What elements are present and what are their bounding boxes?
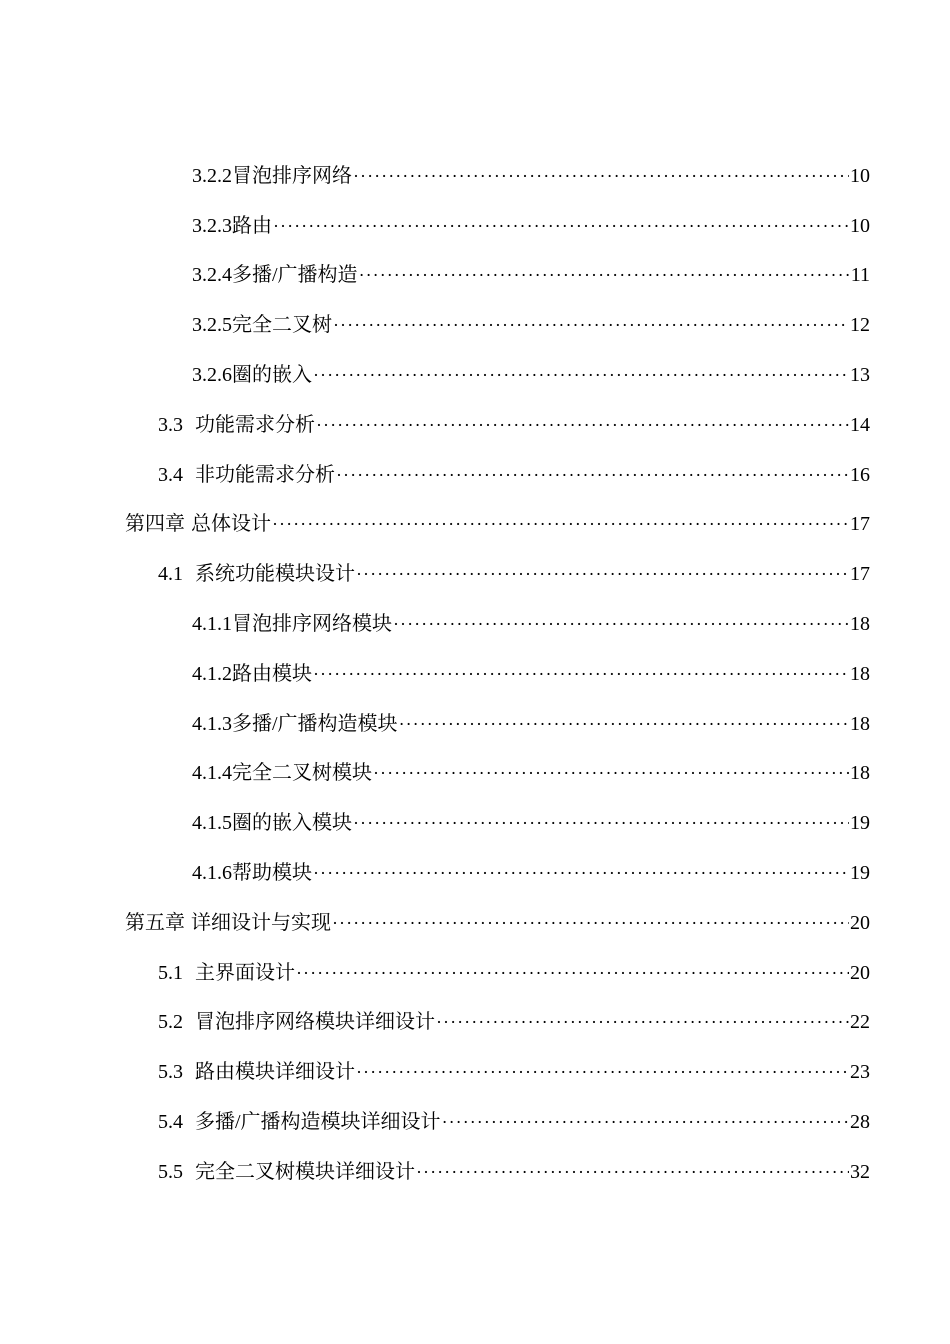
toc-entry-title: 功能需求分析 xyxy=(195,413,315,436)
toc-page-number: 17 xyxy=(850,563,870,586)
toc-dot-leader xyxy=(442,1113,849,1131)
toc-section-entry[interactable] xyxy=(0,251,950,301)
toc-section-entry[interactable] xyxy=(0,998,950,1048)
toc-dot-leader xyxy=(356,1063,849,1081)
table-of-contents xyxy=(0,151,950,1197)
toc-section-entry[interactable] xyxy=(0,848,950,898)
toc-chapter-entry[interactable] xyxy=(0,898,950,948)
toc-page-number: 10 xyxy=(850,164,870,187)
toc-chapter-entry[interactable] xyxy=(0,500,950,550)
toc-dot-leader xyxy=(316,416,849,434)
toc-entry-line xyxy=(192,664,870,684)
toc-dot-leader xyxy=(332,914,849,932)
toc-page-number: 20 xyxy=(850,911,870,934)
toc-entry-number: 4.1 xyxy=(158,563,183,586)
toc-entry-title: 非功能需求分析 xyxy=(195,463,335,486)
toc-entry-title: 路由 xyxy=(232,214,272,237)
toc-section-entry[interactable] xyxy=(0,1097,950,1147)
toc-page-number: 18 xyxy=(850,762,870,785)
toc-page-number: 12 xyxy=(850,314,870,337)
toc-dot-leader xyxy=(359,266,850,284)
toc-entry-line xyxy=(158,963,870,983)
toc-entry-title: 多播/广播构造模块 xyxy=(232,712,398,735)
toc-entry-line xyxy=(158,1162,870,1182)
toc-entry-title: 路由模块详细设计 xyxy=(195,1061,355,1084)
toc-section-entry[interactable] xyxy=(0,699,950,749)
toc-entry-line xyxy=(192,265,870,285)
toc-entry-line xyxy=(158,564,870,584)
toc-entry-title: 完全二叉树 xyxy=(232,314,332,337)
toc-dot-leader xyxy=(273,217,849,235)
toc-entry-number: 5.2 xyxy=(158,1011,183,1034)
toc-page-number: 16 xyxy=(850,463,870,486)
toc-dot-leader xyxy=(416,1163,849,1181)
toc-entry-number: 4.1.1 xyxy=(192,613,232,636)
toc-section-entry[interactable] xyxy=(0,1147,950,1197)
toc-section-entry[interactable] xyxy=(0,649,950,699)
toc-entry-number: 5.5 xyxy=(158,1160,183,1183)
toc-section-entry[interactable] xyxy=(0,400,950,450)
toc-page-number: 22 xyxy=(850,1011,870,1034)
toc-entry-title: 总体设计 xyxy=(191,513,271,536)
toc-dot-leader xyxy=(272,515,849,533)
toc-entry-number: 5.4 xyxy=(158,1111,183,1134)
toc-section-entry[interactable] xyxy=(0,599,950,649)
toc-entry-title: 路由模块 xyxy=(232,662,312,685)
toc-entry-line xyxy=(158,1012,870,1032)
toc-entry-line xyxy=(158,465,870,485)
toc-entry-line xyxy=(192,614,870,634)
toc-dot-leader xyxy=(333,316,849,334)
toc-entry-title: 完全二叉树模块详细设计 xyxy=(195,1160,415,1183)
toc-page-number: 17 xyxy=(850,513,870,536)
toc-entry-number: 第四章 xyxy=(125,513,185,536)
toc-entry-line xyxy=(192,863,870,883)
toc-section-entry[interactable] xyxy=(0,201,950,251)
toc-entry-title: 圈的嵌入模块 xyxy=(232,812,352,835)
toc-entry-line xyxy=(192,714,870,734)
toc-page-number: 32 xyxy=(850,1160,870,1183)
toc-entry-line xyxy=(192,813,870,833)
toc-entry-title: 完全二叉树模块 xyxy=(232,762,372,785)
toc-entry-title: 多播/广播构造模块详细设计 xyxy=(195,1111,441,1134)
toc-page-number: 10 xyxy=(850,214,870,237)
toc-entry-line xyxy=(192,763,870,783)
toc-dot-leader xyxy=(353,167,849,185)
toc-dot-leader xyxy=(353,814,849,832)
toc-page-number: 11 xyxy=(850,264,870,287)
toc-entry-title: 冒泡排序网络模块详细设计 xyxy=(195,1011,435,1034)
toc-entry-line xyxy=(158,415,870,435)
toc-dot-leader xyxy=(393,615,849,633)
toc-page-number: 28 xyxy=(850,1111,870,1134)
toc-entry-number: 3.2.2 xyxy=(192,164,232,187)
toc-entry-number: 4.1.5 xyxy=(192,812,232,835)
toc-entry-title: 主界面设计 xyxy=(195,961,295,984)
toc-entry-line xyxy=(192,166,870,186)
toc-entry-line xyxy=(158,1112,870,1132)
toc-entry-number: 3.2.5 xyxy=(192,314,232,337)
toc-entry-number: 3.3 xyxy=(158,413,183,436)
toc-dot-leader xyxy=(313,665,849,683)
toc-entry-number: 5.1 xyxy=(158,961,183,984)
toc-entry-line xyxy=(125,514,870,534)
toc-entry-number: 3.2.6 xyxy=(192,364,232,387)
toc-entry-number: 3.4 xyxy=(158,463,183,486)
toc-dot-leader xyxy=(313,864,849,882)
toc-entry-number: 4.1.4 xyxy=(192,762,232,785)
toc-page-number: 14 xyxy=(850,413,870,436)
toc-section-entry[interactable] xyxy=(0,1047,950,1097)
toc-page-number: 18 xyxy=(850,613,870,636)
toc-section-entry[interactable] xyxy=(0,300,950,350)
toc-section-entry[interactable] xyxy=(0,749,950,799)
toc-dot-leader xyxy=(436,1013,849,1031)
toc-page-number: 19 xyxy=(850,862,870,885)
toc-page-number: 13 xyxy=(850,364,870,387)
toc-dot-leader xyxy=(399,715,849,733)
toc-section-entry[interactable] xyxy=(0,151,950,201)
toc-dot-leader xyxy=(356,565,849,583)
toc-page-number: 18 xyxy=(850,712,870,735)
toc-section-entry[interactable] xyxy=(0,350,950,400)
toc-entry-line xyxy=(158,1062,870,1082)
toc-entry-title: 系统功能模块设计 xyxy=(195,563,355,586)
toc-page-number: 23 xyxy=(850,1061,870,1084)
toc-entry-title: 详细设计与实现 xyxy=(191,911,331,934)
toc-entry-number: 4.1.3 xyxy=(192,712,232,735)
toc-section-entry[interactable] xyxy=(0,798,950,848)
toc-entry-number: 第五章 xyxy=(125,911,185,934)
toc-entry-title: 帮助模块 xyxy=(232,862,312,885)
toc-entry-line xyxy=(192,365,870,385)
toc-entry-number: 4.1.2 xyxy=(192,662,232,685)
toc-entry-number: 3.2.4 xyxy=(192,264,232,287)
toc-section-entry[interactable] xyxy=(0,948,950,998)
toc-dot-leader xyxy=(336,466,849,484)
toc-dot-leader xyxy=(296,964,849,982)
toc-dot-leader xyxy=(373,764,849,782)
toc-entry-line xyxy=(125,913,870,933)
toc-entry-title: 多播/广播构造 xyxy=(232,264,358,287)
toc-page-number: 18 xyxy=(850,662,870,685)
toc-entry-line xyxy=(192,216,870,236)
toc-page-number: 19 xyxy=(850,812,870,835)
toc-page-number: 20 xyxy=(850,961,870,984)
toc-entry-number: 3.2.3 xyxy=(192,214,232,237)
toc-entry-number: 4.1.6 xyxy=(192,862,232,885)
toc-entry-title: 冒泡排序网络 xyxy=(232,164,352,187)
toc-entry-number: 5.3 xyxy=(158,1061,183,1084)
toc-entry-title: 冒泡排序网络模块 xyxy=(232,613,392,636)
toc-section-entry[interactable] xyxy=(0,450,950,500)
toc-entry-line xyxy=(192,315,870,335)
toc-entry-title: 圈的嵌入 xyxy=(232,364,312,387)
toc-dot-leader xyxy=(313,366,849,384)
toc-section-entry[interactable] xyxy=(0,549,950,599)
